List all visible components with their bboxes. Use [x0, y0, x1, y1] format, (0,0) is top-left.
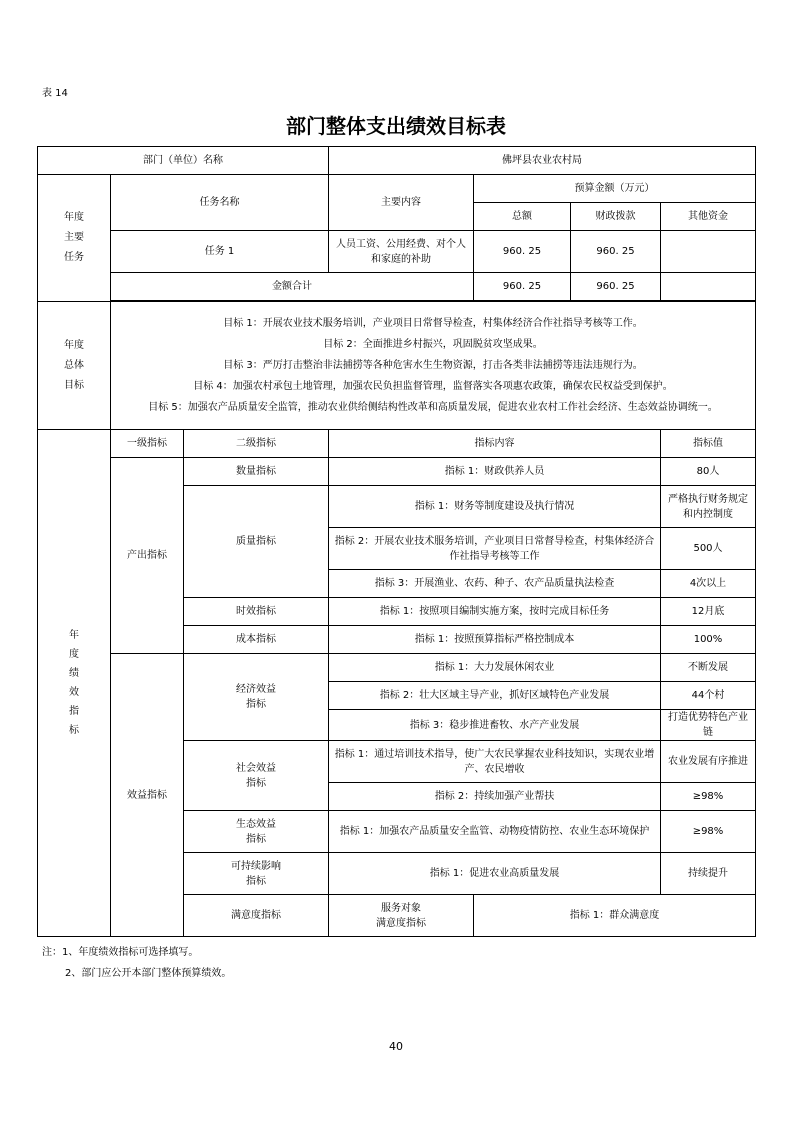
sustainable-indicator-label: 可持续影响 指标: [184, 853, 329, 895]
output-indicators-label: 产出指标: [111, 458, 184, 654]
table-row: [38, 458, 756, 486]
footnotes: [42, 942, 231, 984]
indicator-content: 指标 2：持续加强产业帮扶: [329, 783, 661, 811]
goals-row: [38, 302, 756, 430]
department-row: [38, 147, 756, 175]
indicator-value: 44个村: [661, 682, 756, 710]
sum-label: 金额合计: [111, 273, 474, 301]
indicator-value: 打造优势特色产业链: [661, 710, 756, 741]
indicator-value: 4次以上: [661, 570, 756, 598]
total-header: 总额: [474, 203, 571, 231]
benefit-indicators-label: 效益指标: [111, 654, 184, 937]
goal-item: 目标 1：开展农业技术服务培训，产业项目日常督导检查，村集体经济合作社指导考核等工作。: [223, 318, 643, 329]
perf-header-row: [38, 430, 756, 458]
task-row: [38, 231, 756, 273]
sum-other: [661, 273, 756, 301]
indicator-content: 指标 1：财务等制度建设及执行情况: [329, 486, 661, 528]
indicator-content: 指标 1：加强农产品质量安全监管、动物疫情防控、农业生态环境保护: [329, 811, 661, 853]
sum-total: 960. 25: [474, 273, 571, 301]
indicator-content: 指标 1：按照项目编制实施方案，按时完成目标任务: [329, 598, 661, 626]
task-fiscal: 960. 25: [571, 231, 661, 273]
page-number: 40: [389, 1040, 403, 1053]
other-funds-header: 其他资金: [661, 203, 756, 231]
indicator-value: 持续提升: [661, 853, 756, 895]
economic-indicator-label: 经济效益 指标: [184, 654, 329, 741]
timeliness-indicator-label: 时效指标: [184, 598, 329, 626]
indicator-value: 农业发展有序推进: [661, 741, 756, 783]
goal-item: 目标 2：全面推进乡村振兴，巩固脱贫攻坚成果。: [323, 339, 543, 350]
indicator-value: ≥98%: [661, 783, 756, 811]
task-other: [661, 231, 756, 273]
satisfaction-indicators-label: 满意度指标: [184, 895, 329, 937]
indicator-content: 指标 1：财政供养人员: [329, 458, 661, 486]
task-name-header: 任务名称: [111, 175, 329, 231]
indicator-content: 指标 2：壮大区域主导产业，抓好区域特色产业发展: [329, 682, 661, 710]
quality-indicator-label: 质量指标: [184, 486, 329, 598]
indicator-content: 指标 2：开展农业技术服务培训，产业项目日常督导检查，村集体经济合作社指导考核等工作: [329, 528, 661, 570]
indicator-value: 80人: [661, 458, 756, 486]
level1-header: 一级指标: [111, 430, 184, 458]
indicator-content: 指标 3：稳步推进畜牧、水产产业发展: [329, 710, 661, 741]
main-content-header: 主要内容: [329, 175, 474, 231]
indicator-value: ≥98%: [661, 811, 756, 853]
footnote: 注：1、年度绩效指标可选择填写。: [42, 947, 199, 958]
department-value: 佛坪县农业农村局: [329, 147, 756, 175]
goals-list: [111, 302, 756, 430]
content-header: 指标内容: [329, 430, 661, 458]
task-sum-row: [38, 273, 756, 301]
ecological-indicator-label: 生态效益 指标: [184, 811, 329, 853]
department-label: 部门（单位）名称: [38, 147, 329, 175]
indicator-value: 不断发展: [661, 654, 756, 682]
indicator-value: 100%: [661, 626, 756, 654]
indicator-value: 500人: [661, 528, 756, 570]
budget-header: 预算金额（万元）: [474, 175, 756, 203]
service-satisfaction-label: 服务对象 满意度指标: [329, 895, 474, 937]
indicator-content: 指标 1：群众满意度: [474, 895, 756, 937]
table-number: 表 14: [42, 88, 68, 99]
indicator-content: 指标 1：通过培训技术指导，使广大农民掌握农业科技知识，实现农业增产、农民增收: [329, 741, 661, 783]
footnote: 2、部门应公开本部门整体预算绩效。: [65, 968, 232, 979]
performance-target-table: [37, 146, 756, 937]
perf-section-label: 年 度 绩 效 指 标: [38, 430, 111, 937]
goal-item: 目标 4：加强农村承包土地管理，加强农民负担监督管理，监督落实各项惠农政策，确保农民权益受到保护。: [193, 381, 673, 392]
task-header-row: [38, 175, 756, 203]
task-content: 人员工资、公用经费、对个人和家庭的补助: [329, 231, 474, 273]
quantity-indicator-label: 数量指标: [184, 458, 329, 486]
indicator-content: 指标 1：大力发展休闲农业: [329, 654, 661, 682]
sum-fiscal: 960. 25: [571, 273, 661, 301]
fiscal-header: 财政拨款: [571, 203, 661, 231]
goal-item: 目标 5：加强农产品质量安全监管，推动农业供给侧结构性改革和高质量发展，促进农业农村工作社会经济、生态效益协调统一。: [148, 402, 718, 413]
indicator-content: 指标 1：按照预算指标严格控制成本: [329, 626, 661, 654]
table-row: [38, 654, 756, 682]
indicator-content: 指标 3：开展渔业、农药、种子、农产品质量执法检查: [329, 570, 661, 598]
cost-indicator-label: 成本指标: [184, 626, 329, 654]
social-indicator-label: 社会效益 指标: [184, 741, 329, 811]
page-title: 部门整体支出绩效目标表: [286, 114, 506, 138]
indicator-content: 指标 1：促进农业高质量发展: [329, 853, 661, 895]
task-total: 960. 25: [474, 231, 571, 273]
task-section-label: 年度 主要 任务: [38, 175, 111, 302]
indicator-value: 12月底: [661, 598, 756, 626]
indicator-value: 严格执行财务规定和内控制度: [661, 486, 756, 528]
value-header: 指标值: [661, 430, 756, 458]
task-name: 任务 1: [111, 231, 329, 273]
goals-section-label: 年度 总体 目标: [38, 302, 111, 430]
level2-header: 二级指标: [184, 430, 329, 458]
goal-item: 目标 3：严厉打击整治非法捕捞等各种危害水生生物资源，打击各类非法捕捞等违法违规行为。: [223, 360, 643, 371]
